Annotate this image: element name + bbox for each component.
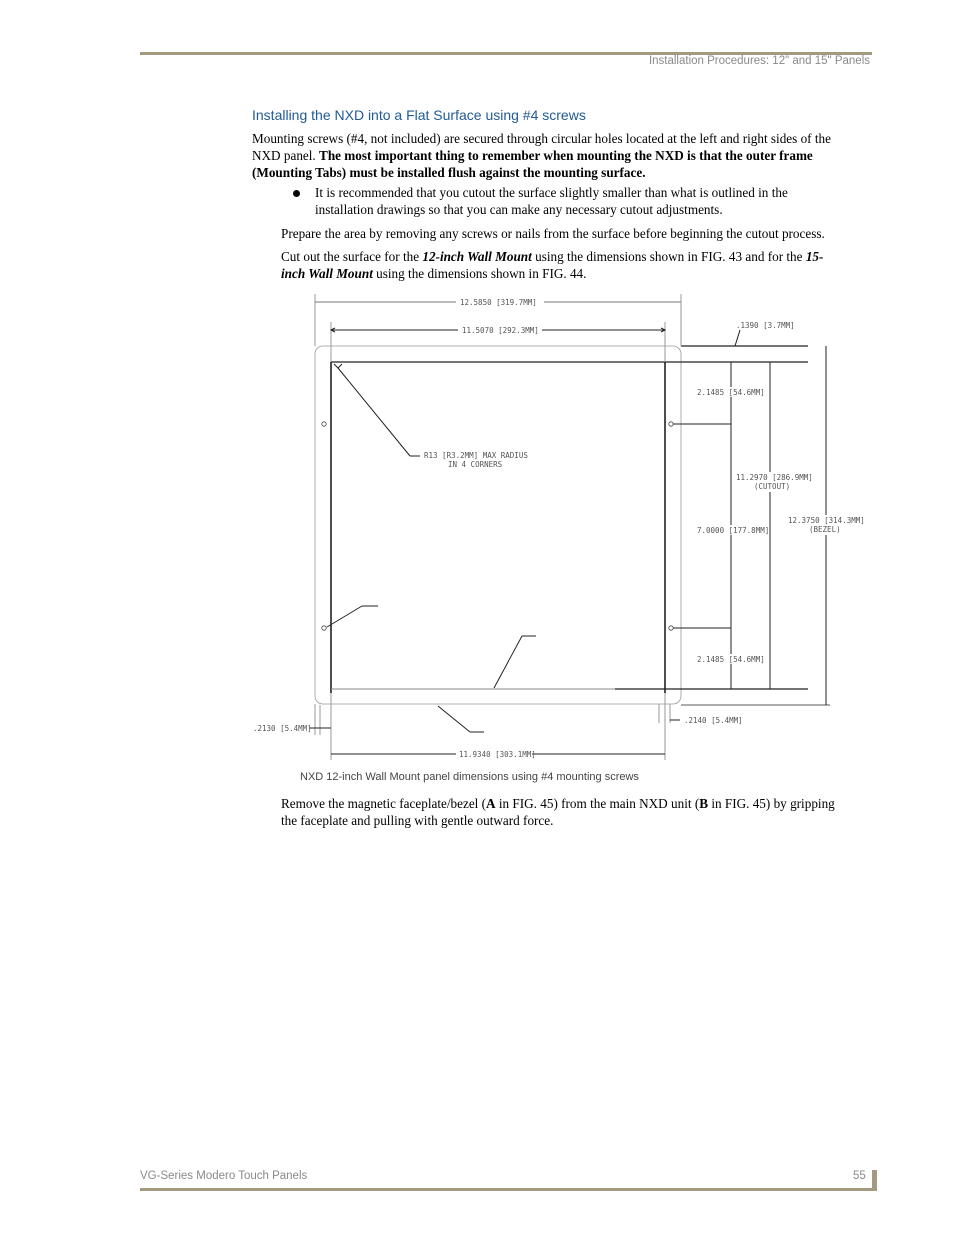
- dim-bottom: 11.9340 [303.1MM]: [459, 750, 536, 759]
- dim-cutout-value: 11.2970 [286.9MM]: [736, 473, 813, 482]
- dim-bezel-label: (BEZEL): [809, 525, 841, 534]
- remove-text-c: in FIG. 45) from the main NXD unit (: [495, 796, 700, 811]
- remove-text-e: in FIG. 45) by gripping: [708, 796, 835, 811]
- intro-bold-1: The most important thing to remember when mounting the NXD is that the outer frame: [319, 148, 813, 163]
- mounting-hole-icon: [669, 422, 673, 426]
- dim-center: 7.0000 [177.8MM]: [697, 526, 770, 535]
- intro-bold-2: (Mounting Tabs) must be installed flush against the mounting surface.: [252, 165, 646, 180]
- mounting-hole-icon: [322, 422, 326, 426]
- mounting-hole-icon: [322, 626, 326, 630]
- footer-rule: [140, 1188, 872, 1191]
- dim-cutout-label: (CUTOUT): [754, 482, 791, 491]
- cutout-text-f: using the dimensions shown in FIG. 44.: [372, 266, 587, 281]
- remove-paragraph: [281, 795, 871, 829]
- intro-line-2: NXD panel.: [252, 148, 320, 163]
- intro-line-1: Mounting screws (#4, not included) are secured through circular holes located at the left and right sides of the: [252, 131, 831, 146]
- section-title: Installing the NXD into a Flat Surface using #4 screws: [252, 107, 586, 123]
- figure-caption: NXD 12-inch Wall Mount panel dimensions using #4 mounting screws: [300, 771, 639, 783]
- cutout-text-c: using the dimensions shown in FIG. 43 and for the: [531, 249, 806, 264]
- mounting-dimension-drawing: [240, 288, 865, 768]
- intro-paragraph: [252, 130, 872, 181]
- remove-label-b: B: [699, 796, 709, 811]
- dim-top-outer: 12.5850 [319.7MM]: [460, 298, 537, 307]
- cutout-text-a: Cut out the surface for the: [281, 249, 423, 264]
- dim-right-upper: 2.1485 [54.6MM]: [697, 388, 765, 397]
- radius-note-1: R13 [R3.2MM] MAX RADIUS: [424, 451, 528, 460]
- cutout-15inch-b: inch Wall Mount: [281, 266, 373, 281]
- dim-top-inner: 11.5070 [292.3MM]: [462, 326, 539, 335]
- mounting-hole-icon: [669, 626, 673, 630]
- cutout-15inch-a: 15-: [805, 249, 824, 264]
- bullet-line-2: installation drawings so that you can make any necessary cutout adjustments.: [315, 202, 723, 217]
- bullet-icon: [293, 190, 300, 197]
- dim-bezel-value: 12.3750 [314.3MM]: [788, 516, 865, 525]
- prepare-paragraph: Prepare the area by removing any screws or nails from the surface before beginning the cutout process.: [281, 226, 825, 241]
- dim-left-bottom: .2130 [5.4MM]: [253, 724, 312, 733]
- bullet-line-1: It is recommended that you cutout the surface slightly smaller than what is outlined in the: [315, 185, 788, 200]
- dim-top-right: .1390 [3.7MM]: [736, 321, 795, 330]
- remove-line-2: the faceplate and pulling with gentle outward force.: [281, 813, 554, 828]
- dim-right-lower: 2.1485 [54.6MM]: [697, 655, 765, 664]
- footer-accent: [872, 1170, 877, 1191]
- running-header: Installation Procedures: 12" and 15" Panels: [648, 55, 870, 67]
- remove-text-a: Remove the magnetic faceplate/bezel (: [281, 796, 487, 811]
- bezel-outline: [315, 346, 681, 704]
- footer-title: VG-Series Modero Touch Panels: [140, 1170, 308, 1182]
- radius-note-2: IN 4 CORNERS: [448, 460, 503, 469]
- dim-right-bottom: .2140 [5.4MM]: [684, 716, 743, 725]
- page-number: 55: [853, 1170, 866, 1182]
- bullet-text: [315, 184, 875, 218]
- remove-label-a: A: [486, 796, 496, 811]
- cutout-12inch: 12-inch Wall Mount: [422, 249, 532, 264]
- cutout-paragraph: [281, 248, 871, 282]
